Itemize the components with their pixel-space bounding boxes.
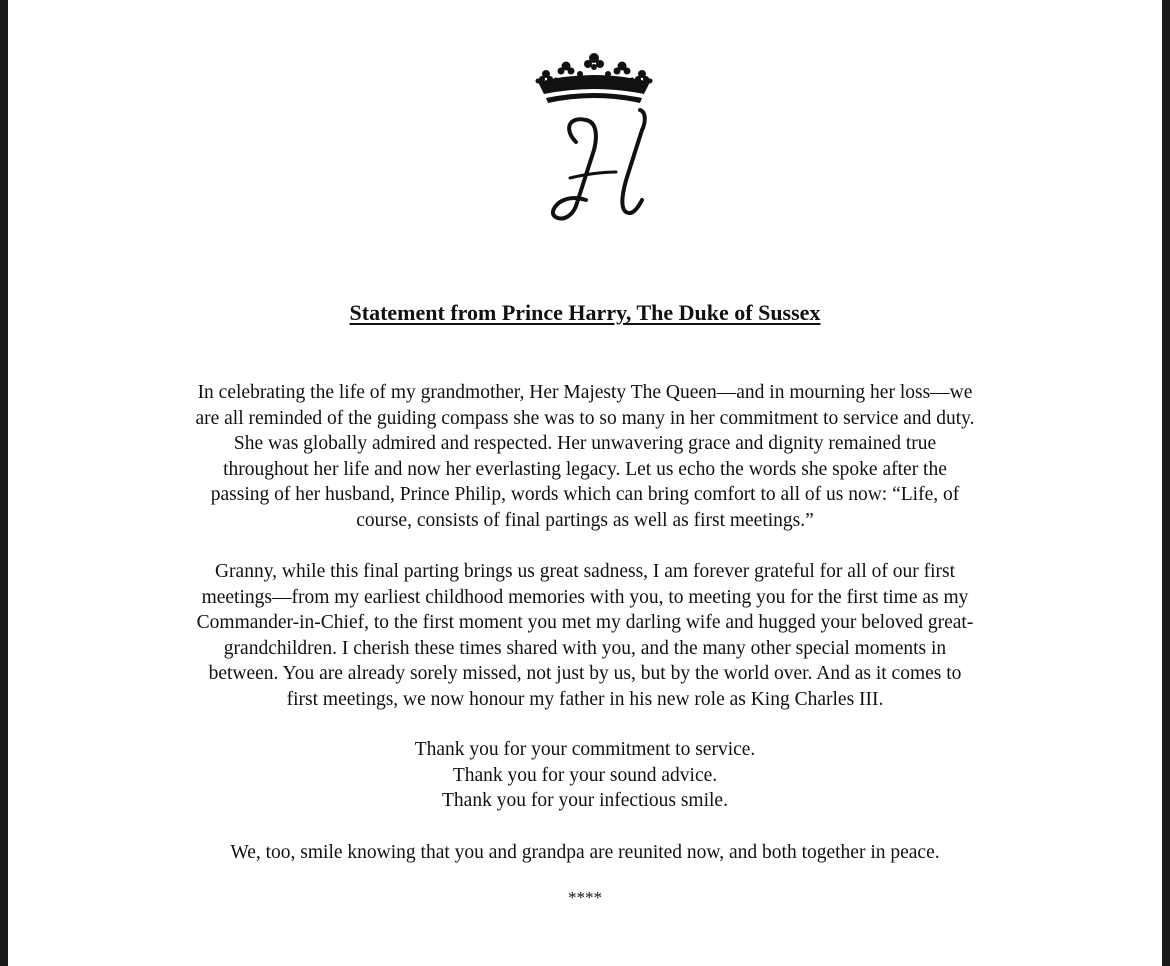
text-line: Thank you for your commitment to service. — [414, 739, 756, 760]
text-line: Thank you for your infectious smile. — [442, 790, 728, 811]
text-line: We, too, smile knowing that you and grandpa are reunited now, and both together in peace. — [230, 842, 940, 863]
closing-paragraph — [8, 840, 1162, 866]
text-line: In celebrating the life of my grandmother, Her Majesty The Queen—and in mourning her loss—we — [197, 382, 973, 403]
text-line: meetings—from my earliest childhood memories with you, to meeting you for the first time as my — [201, 586, 969, 608]
end-mark: **** — [568, 888, 602, 907]
text-line: Granny, while this final parting brings us great sadness, I am forever grateful for all of our first — [214, 561, 956, 582]
text-line: Thank you for your sound advice. — [452, 764, 718, 786]
text-line: grandchildren. I cherish these times shared with you, and the many other special moments in — [223, 637, 947, 659]
statement-page — [8, 0, 1162, 966]
text-line: course, consists of final partings as well as first meetings.” — [356, 509, 814, 531]
crowned-h-monogram-icon — [524, 50, 664, 222]
thank-you-lines — [8, 737, 1162, 814]
text-line: She was globally admired and respected. Her unwavering grace and dignity remained true — [233, 433, 937, 454]
statement-paragraph — [8, 559, 1162, 712]
text-line: first meetings, we now honour my father in his new role as King Charles III. — [286, 688, 884, 710]
text-line: throughout her life and now her everlasting legacy. Let us echo the words she spoke after the — [223, 458, 947, 480]
script-h — [553, 110, 645, 219]
crown-band — [546, 93, 642, 103]
statement-paragraph — [8, 380, 1162, 533]
text-line: passing of her husband, Prince Philip, words which can bring comfort to all of us now: “Life, of — [210, 484, 960, 505]
text-line: are all reminded of the guiding compass she was to so many in her commitment to service and duty. — [195, 407, 975, 429]
page-title: Statement from Prince Harry, The Duke of Sussex — [349, 300, 821, 325]
text-line: Commander-in-Chief, to the first moment you met my darling wife and hugged your beloved great- — [196, 612, 974, 633]
text-line: between. You are already sorely missed, not just by us, but by the world over. And as it comes to — [208, 663, 962, 684]
